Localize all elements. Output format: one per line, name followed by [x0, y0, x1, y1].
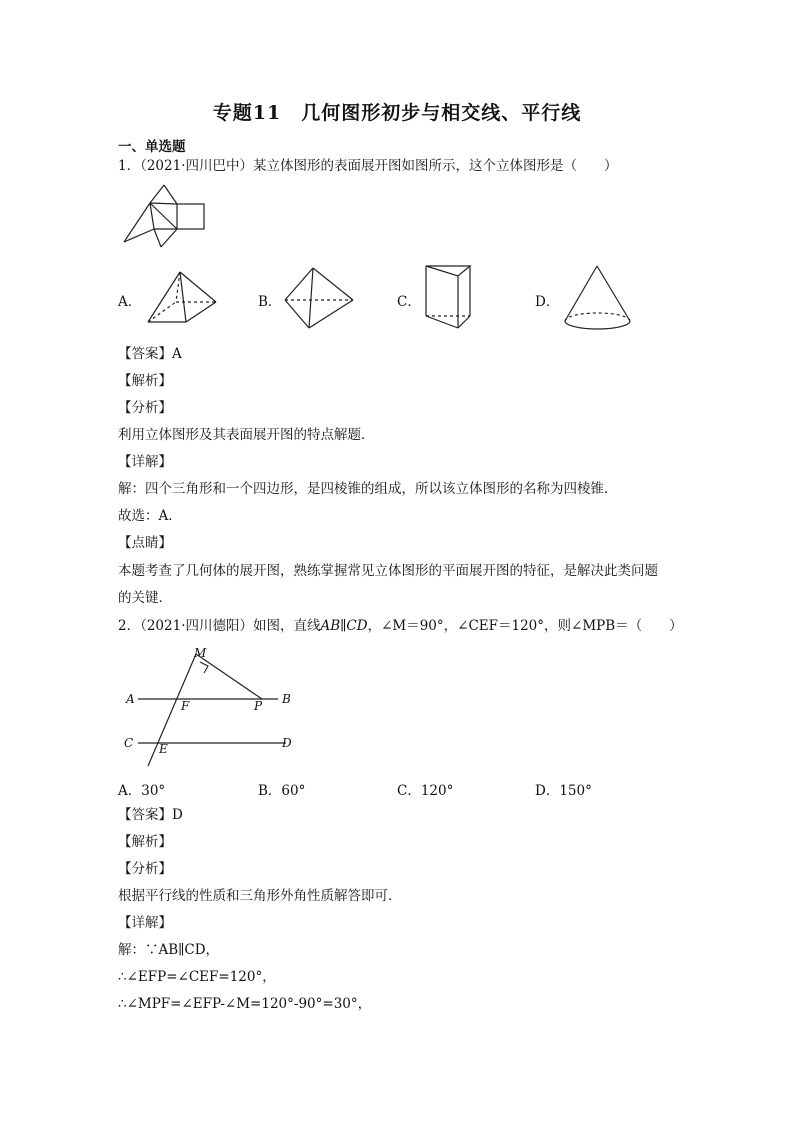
q1-answer: 【答案】A	[118, 346, 182, 362]
q2-fenxi-text: 根据平行线的性质和三角形外角性质解答即可．	[118, 888, 402, 904]
label-e: E	[159, 742, 168, 756]
q2-step-3: ∴∠MPF=∠EFP-∠M=120°-90°=30°，	[118, 996, 372, 1012]
label-f: F	[181, 699, 190, 713]
q2-option-d: D．150°	[535, 783, 592, 799]
label-d: D	[282, 736, 292, 750]
q2-step-1: 解：∵AB∥CD，	[118, 942, 220, 958]
q1-detail-heading: 【详解】	[118, 454, 172, 470]
q2-parallel-lines-figure	[118, 640, 308, 770]
q2-step-2: ∴∠EFP=∠CEF=120°，	[118, 969, 276, 985]
q2-analysis-heading: 【解析】	[118, 834, 172, 850]
q2-stem	[118, 617, 683, 635]
q1-option-b-label: B．	[258, 294, 282, 310]
q2-answer: 【答案】D	[118, 807, 183, 823]
q1-net-figure	[120, 185, 210, 247]
q1-option-c-prism	[424, 264, 474, 330]
label-c: C	[124, 736, 134, 750]
q1-comment-text-1: 本题考查了几何体的展开图，熟练掌握常见立体图形的平面展开图的特征，是解决此类问题	[118, 563, 658, 579]
page-title: 专题11 几何图形初步与相交线、平行线	[212, 102, 582, 124]
q2-option-c: C．120°	[397, 783, 454, 799]
q2-fenxi-heading: 【分析】	[118, 861, 172, 877]
q1-option-d-cone	[563, 264, 633, 332]
q2-stem-ab: AB	[320, 618, 341, 634]
q2-detail-heading: 【详解】	[118, 915, 172, 931]
q1-comment-heading: 【点睛】	[118, 535, 172, 551]
q2-stem-rest: ，∠M＝90°，∠CEF＝120°，则∠MPB＝（ ）	[367, 618, 683, 634]
q1-stem: 1．（2021·四川巴中）某立体图形的表面展开图如图所示，这个立体图形是（ ）	[118, 158, 618, 174]
q2-option-b: B．60°	[258, 783, 306, 799]
q1-option-b-tetrahedron	[283, 266, 355, 330]
q1-option-c-label: C．	[397, 294, 421, 310]
q1-option-d-label: D．	[535, 294, 560, 310]
label-b: B	[282, 692, 291, 706]
label-m: M	[194, 646, 207, 660]
q2-stem-parallel: ∥	[340, 618, 347, 634]
q1-fenxi-heading: 【分析】	[118, 400, 172, 416]
label-a: A	[126, 692, 135, 706]
q1-detail-text: 解：四个三角形和一个四边形，是四棱锥的组成，所以该立体图形的名称为四棱锥．	[118, 481, 618, 497]
q1-analysis-heading: 【解析】	[118, 373, 172, 389]
q1-option-a-label: A．	[118, 294, 142, 310]
q1-choice: 故选：A．	[118, 508, 182, 524]
label-p: P	[254, 699, 263, 713]
q1-comment-text-2: 的关键．	[118, 590, 172, 606]
q2-option-a: A．30°	[118, 783, 166, 799]
q2-stem-cd: CD	[346, 618, 368, 634]
q1-fenxi-text: 利用立体图形及其表面展开图的特点解题．	[118, 427, 375, 443]
q2-stem-prefix: 2．（2021·四川德阳）如图，直线	[118, 618, 321, 634]
q1-option-a-pyramid	[146, 270, 218, 326]
section-heading: 一、单选题	[118, 139, 186, 155]
